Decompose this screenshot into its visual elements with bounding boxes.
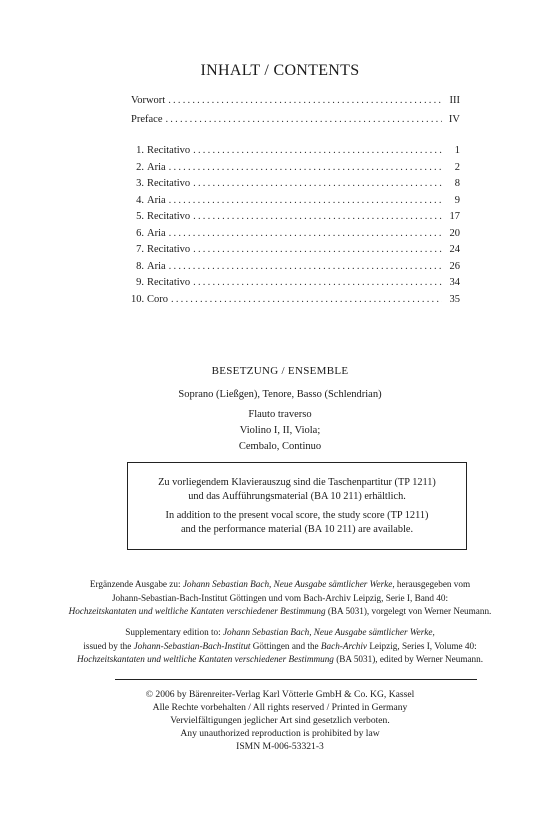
toc-front-matter xyxy=(131,95,460,133)
toc-entry-label: 1. Recitativo xyxy=(131,145,190,156)
toc-entry-movement[interactable] xyxy=(131,211,460,228)
copyright-block xyxy=(0,689,560,754)
toc-entry-label: Vorwort xyxy=(131,95,166,106)
section-divider xyxy=(115,679,477,680)
toc-entry-movement[interactable] xyxy=(131,145,460,162)
toc-entry-number: 4. xyxy=(136,194,144,206)
toc-entry-page: 1 xyxy=(454,145,460,156)
ensemble-voices: Soprano (Ließgen), Tenore, Basso (Schlendrian) xyxy=(178,389,382,400)
toc-entry-page: 24 xyxy=(449,244,460,255)
page-title: INHALT / CONTENTS xyxy=(200,62,360,79)
toc-entry-number: 6. xyxy=(136,227,144,239)
toc-entry-movement[interactable] xyxy=(131,277,460,294)
toc-entry-label: 7. Recitativo xyxy=(131,244,190,255)
toc-entry-number: 3. xyxy=(136,178,144,189)
toc-entry-page: 9 xyxy=(454,194,460,206)
toc-leader-dots xyxy=(193,244,442,255)
toc-leader-dots xyxy=(193,145,442,156)
toc-leader-dots xyxy=(169,195,442,206)
toc-entry-movement[interactable] xyxy=(131,244,460,261)
toc-entry-page: 26 xyxy=(449,260,460,272)
toc-leader-dots xyxy=(169,261,442,272)
toc-entry-page: 20 xyxy=(449,227,460,239)
rights-line: Alle Rechte vorbehalten / All rights reserved / Printed in Germany xyxy=(152,702,408,713)
toc-entry-movement[interactable] xyxy=(131,162,460,179)
toc-entry-number: 7. xyxy=(136,244,144,255)
toc-entry-preface[interactable] xyxy=(131,114,460,133)
toc-entry-label: Preface xyxy=(131,114,163,125)
toc-entry-label: 6. Aria xyxy=(131,228,166,239)
toc-entry-number: 5. xyxy=(136,211,144,222)
notice-de-line: Zu vorliegendem Klavierauszug sind die Taschenpartitur (TP 1211) xyxy=(158,477,436,488)
toc-entry-page: IV xyxy=(448,114,460,125)
toc-entry-label: 8. Aria xyxy=(131,261,166,272)
toc-entry-movement[interactable] xyxy=(131,261,460,278)
ensemble-heading: BESETZUNG / ENSEMBLE xyxy=(211,365,349,377)
ismn-line: ISMN M-006-53321-3 xyxy=(236,741,324,752)
toc-entry-movement[interactable] xyxy=(131,228,460,245)
toc-leader-dots xyxy=(193,211,442,222)
toc-entry-number: 9. xyxy=(136,277,144,288)
toc-leader-dots xyxy=(171,294,442,305)
toc-leader-dots xyxy=(193,178,442,189)
availability-notice-box xyxy=(127,462,467,550)
toc-entry-number: 2. xyxy=(136,161,144,173)
toc-entry-page: III xyxy=(449,95,460,106)
toc-entry-label: 2. Aria xyxy=(131,162,166,173)
toc-entry-label: 9. Recitativo xyxy=(131,277,190,288)
supplementary-edition-en: Supplementary edition to: Johann Sebastian Bach, Neue Ausgabe sämtlicher Werke, issued by the Johann-Sebastian-Bach-Institut Göttingen and the Bach-Archiv Leipzig, Series I, Volume 40: Hochzeitskantaten und weltliche Kantaten verschiedener Bestimmung (BA 5031), edited by Werner Neumann. xyxy=(76,627,484,664)
toc-entry-page: 17 xyxy=(449,211,460,222)
toc-entry-label: 3. Recitativo xyxy=(131,178,190,189)
toc-movements xyxy=(131,145,460,310)
toc-entry-movement[interactable] xyxy=(131,178,460,195)
toc-entry-page: 34 xyxy=(449,277,460,288)
toc-entry-label: 4. Aria xyxy=(131,195,166,206)
toc-entry-label: 5. Recitativo xyxy=(131,211,190,222)
toc-leader-dots xyxy=(169,162,442,173)
reproduction-de-line: Vervielfältigungen jeglicher Art sind gesetzlich verboten. xyxy=(170,715,390,726)
toc-leader-dots xyxy=(169,228,442,239)
toc-entry-movement[interactable] xyxy=(131,195,460,212)
toc-entry-page: 35 xyxy=(449,293,460,305)
notice-en-line: In addition to the present vocal score, the study score (TP 1211) xyxy=(165,510,429,521)
toc-entry-movement[interactable] xyxy=(131,294,460,311)
toc-entry-number: 1. xyxy=(136,145,144,156)
notice-de-line: und das Aufführungsmaterial (BA 10 211) erhältlich. xyxy=(188,491,406,502)
reproduction-en-line: Any unauthorized reproduction is prohibited by law xyxy=(180,728,380,739)
toc-entry-label: 10. Coro xyxy=(131,293,168,305)
ensemble-instrument: Cembalo, Continuo xyxy=(238,441,322,452)
toc-entry-vorwort[interactable] xyxy=(131,95,460,114)
toc-leader-dots xyxy=(168,95,442,106)
toc-entry-number: 10. xyxy=(131,293,145,305)
toc-leader-dots xyxy=(193,277,442,288)
ensemble-instrument: Violino I, II, Viola; xyxy=(239,425,321,436)
copyright-line: © 2006 by Bärenreiter-Verlag Karl Vötterle GmbH & Co. KG, Kassel xyxy=(145,689,415,700)
ensemble-list xyxy=(0,389,560,457)
notice-en-line: and the performance material (BA 10 211) are available. xyxy=(180,524,414,535)
toc-entry-page: 2 xyxy=(454,161,460,173)
ensemble-instrument: Flauto traverso xyxy=(248,409,312,420)
supplementary-edition-de: Ergänzende Ausgabe zu: Johann Sebastian Bach, Neue Ausgabe sämtlicher Werke, herausgegeben vom Johann-Sebastian-Bach-Institut Göttingen und vom Bach-Archiv Leipzig, Serie I, Band 40: Hochzeitskantaten und weltliche Kantaten verschiedener Bestimmung (BA 5031), vorgelegt von Werner Neumann. xyxy=(68,579,492,616)
toc-leader-dots xyxy=(165,114,442,125)
toc-entry-page: 8 xyxy=(454,178,460,189)
toc-entry-number: 8. xyxy=(136,260,144,272)
